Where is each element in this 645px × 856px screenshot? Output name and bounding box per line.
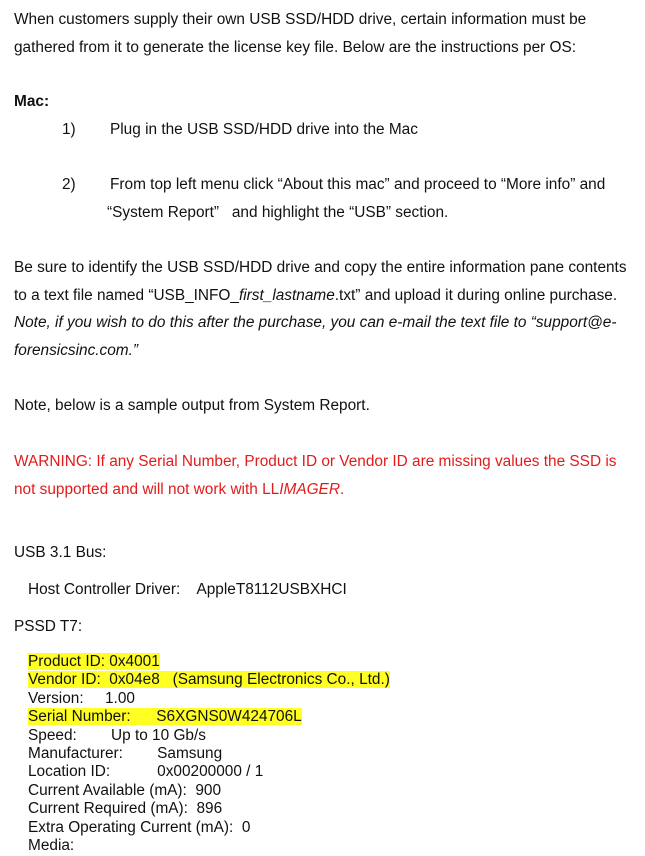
spec-row <box>28 671 390 689</box>
host-controller-line: Host Controller Driver: AppleT8112USBXHCI <box>28 581 347 598</box>
identify-text-1: Be sure to identify the USB SSD/HDD drive and copy the entire information pane contents to a text file named “USB_INFO_ <box>14 259 627 304</box>
step-2-line-1: From top left menu click “About this mac” and proceed to “More info” and <box>110 176 606 193</box>
spec-current-required: Current Required (mA): 896 <box>28 800 223 818</box>
spec-row <box>28 708 390 726</box>
warning-product-name: IMAGER <box>279 480 340 498</box>
spec-serial-number: Serial Number: S6XGNS0W424706L <box>28 708 302 726</box>
step-1-text: Plug in the USB SSD/HDD drive into the Mac <box>110 121 418 138</box>
warning-text: WARNING: If any Serial Number, Product ID or Vendor ID are missing values the SSD is not supported and will not work with LL <box>14 453 617 498</box>
spec-speed: Speed: Up to 10 Gb/s <box>28 726 206 744</box>
filename-placeholder: first_lastname <box>238 286 335 304</box>
spec-vendor-id: Vendor ID: 0x04e8 (Samsung Electronics Co., Ltd.) <box>28 671 390 689</box>
sample-output-note: Note, below is a sample output from System Report. <box>14 397 370 414</box>
spec-version: Version: 1.00 <box>28 689 135 707</box>
spec-location-id: Location ID: 0x00200000 / 1 <box>28 763 264 781</box>
spec-media: Media: <box>28 836 75 854</box>
warning-end: . <box>339 480 345 498</box>
after-purchase-note: Note, if you wish to do this after the purchase, you can e-mail the text file to “support@e-forensicsinc.com.” <box>14 314 617 359</box>
usb-bus-label: USB 3.1 Bus: <box>14 544 107 561</box>
identify-paragraph <box>14 254 633 364</box>
spec-extra-current: Extra Operating Current (mA): 0 <box>28 818 251 836</box>
warning-paragraph <box>14 448 633 503</box>
step-2-number: 2) <box>62 176 76 193</box>
device-label: PSSD T7: <box>14 618 83 635</box>
identify-text-2: .txt” and upload it during online purchase. <box>334 286 618 304</box>
spec-row <box>28 653 390 671</box>
spec-product-id: Product ID: 0x4001 <box>28 653 160 670</box>
spec-current-available: Current Available (mA): 900 <box>28 781 222 799</box>
device-spec-block <box>28 653 390 855</box>
step-2 <box>0 171 645 227</box>
step-1-number: 1) <box>62 121 76 138</box>
mac-heading: Mac: <box>14 93 50 110</box>
intro-paragraph: When customers supply their own USB SSD/HDD drive, certain information must be gathered from it to generate the license key file. Below are the instructions per OS: <box>14 11 587 56</box>
spec-manufacturer: Manufacturer: Samsung <box>28 744 223 762</box>
step-2-line-2: “System Report” and highlight the “USB” section. <box>107 203 449 221</box>
